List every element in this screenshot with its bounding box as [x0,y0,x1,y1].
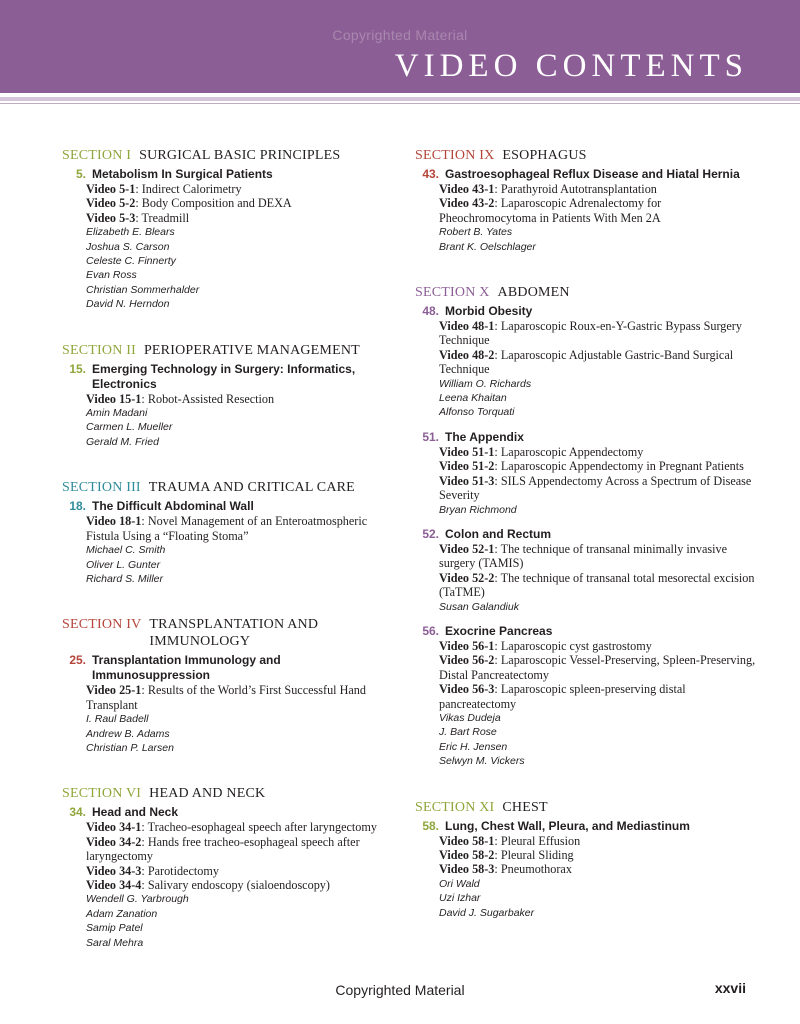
chapter-body [439,182,760,254]
chapter-entry [415,624,760,769]
video-title: Parathyroid Autotransplantation [500,182,657,196]
chapter-heading [415,819,760,834]
chapter-number: 52. [422,526,439,541]
chapter-heading [415,167,760,182]
chapter-body [439,834,760,920]
chapter-gap [415,614,760,621]
video-entry: Video 5-1: Indirect Calorimetry [86,182,242,196]
video-label: Video 58-2 [439,848,495,862]
section-gap [62,449,397,479]
chapter-number: 34. [69,805,86,820]
video-label: Video 56-3 [439,682,495,697]
section-gap [415,254,760,284]
toc-section [62,147,397,312]
video-label: Video 43-2 [439,196,495,211]
video-title: Laparoscopic Appendectomy [500,444,644,459]
video-label: Video 34-3 [86,863,142,878]
author-name: Eric H. Jensen [439,740,508,753]
author-name: Amin Madani [86,407,148,420]
chapter-body [439,639,760,769]
video-label: Video 51-3 [439,473,495,488]
video-title: Parotidectomy [147,863,219,878]
chapter-heading [415,304,760,319]
chapter-body [86,182,397,312]
toc-section [415,284,760,769]
author-name: Leena Khaitan [439,392,507,405]
author-name: David N. Herndon [86,298,170,311]
video-entry: Video 52-2: The technique of transanal total mesorectal excision (TaTME) [439,570,755,600]
chapter-entry [62,362,397,450]
toc-section [62,479,397,586]
author-name: Saral Mehra [86,936,144,949]
video-label: Video 58-3 [439,862,495,877]
chapter-heading [62,362,397,392]
section-name: SURGICAL BASIC PRINCIPLES [139,148,341,163]
video-title: Laparoscopic Roux-en-Y-Gastric Bypass Surgery Technique [439,319,742,348]
video-title: Laparoscopic cyst gastrostomy [500,638,652,653]
section-gap [415,769,760,799]
section-name: PERIOPERATIVE MANAGEMENT [143,342,360,358]
chapter-number: 15. [69,361,86,376]
video-entry: Video 51-3: SILS Appendectomy Across a Spectrum of Disease Severity [439,473,752,503]
video-title: Results of the World’s First Successful Hand Transplant [86,683,366,712]
video-title: Pneumothorax [500,862,572,877]
video-label: Video 52-1 [439,541,495,556]
chapter-title: The Difficult Abdominal Wall [92,499,254,514]
video-title: Laparoscopic Adrenalectomy for Pheochromocytoma in Patients With Men 2A [439,196,662,225]
chapter-heading [415,527,760,542]
section-number: SECTION VI [62,786,142,802]
video-entry: Video 58-2: Pleural Sliding [439,848,574,862]
header-rule-thin [0,103,800,104]
author-name: Evan Ross [86,269,137,282]
author-name: I. Raul Badell [86,713,149,726]
chapter-entry [415,167,760,254]
header-banner [0,0,800,93]
video-title: Laparoscopic Vessel-Preserving, Spleen-Preserving, Distal Pancreatectomy [439,653,756,682]
video-title: Indirect Calorimetry [141,182,242,196]
video-title: Salivary endoscopy (sialoendoscopy) [147,877,330,892]
toc-section [415,799,760,920]
author-name: Samip Patel [86,922,143,935]
video-label: Video 48-1 [439,319,495,334]
video-title: The technique of transanal minimally invasive surgery (TAMIS) [439,541,728,571]
author-name: Richard S. Miller [86,572,164,585]
author-name: Bryan Richmond [439,503,517,516]
section-name: TRANSPLANTATION AND IMMUNOLOGY [149,617,319,650]
video-entry: Video 34-4: Salivary endoscopy (sialoendoscopy) [86,877,330,892]
section-heading [415,147,760,164]
chapter-entry [62,499,397,586]
chapter-title: Gastroesophageal Reflux Disease and Hiatal Hernia [445,167,740,181]
video-entry: Video 5-3: Treadmill [86,210,190,225]
video-title: Pleural Sliding [500,848,574,862]
chapter-title: Lung, Chest Wall, Pleura, and Mediastinum [445,818,690,833]
chapter-heading [62,167,397,182]
chapter-entry [415,304,760,420]
section-number: SECTION II [62,342,136,358]
chapter-entry [62,167,397,312]
author-name: David J. Sugarbaker [439,906,535,919]
section-gap [62,312,397,342]
video-label: Video 18-1 [86,514,142,529]
chapter-number: 48. [422,304,439,319]
section-gap [62,755,397,785]
chapter-title: Emerging Technology in Surgery: Informatics, Electronics [92,361,356,391]
video-title: The technique of transanal total mesorectal excision (TaTME) [439,570,755,600]
author-name: Ori Wald [439,877,480,890]
author-name: Robert B. Yates [439,226,513,239]
video-label: Video 52-2 [439,570,495,585]
chapter-title: Head and Neck [92,805,179,820]
video-entry: Video 34-3: Parotidectomy [86,863,219,878]
copyright-watermark-top: Copyrighted Material [332,27,468,43]
author-name: Elizabeth E. Blears [86,226,175,239]
video-title: Laparoscopic Adjustable Gastric-Band Surgical Technique [439,347,734,377]
video-title: Laparoscopic spleen-preserving distal pancreatectomy [439,682,686,711]
author-name: Selwyn M. Vickers [439,755,525,768]
video-label: Video 5-1 [86,182,136,196]
section-name: ABDOMEN [497,285,570,301]
author-name: Alfonso Torquati [439,406,515,419]
video-label: Video 34-2 [86,834,142,849]
video-entry: Video 51-1: Laparoscopic Appendectomy [439,444,644,459]
section-number: SECTION III [62,480,141,496]
chapter-number: 51. [422,429,439,444]
author-name: Andrew B. Adams [86,727,170,740]
chapter-number: 18. [69,499,86,514]
toc-section [62,785,397,950]
author-name: Vikas Dudeja [439,711,501,724]
video-entry: Video 51-2: Laparoscopic Appendectomy in Pregnant Patients [439,459,744,474]
chapter-title: The Appendix [445,429,524,444]
chapter-body [86,820,397,950]
video-entry: Video 25-1: Results of the World’s First Successful Hand Transplant [86,683,366,712]
chapter-number: 25. [69,653,86,668]
section-number: SECTION IX [415,148,495,163]
video-title: SILS Appendectomy Across a Spectrum of Disease Severity [439,473,752,503]
author-name: Wendell G. Yarbrough [86,893,189,906]
author-name: Carmen L. Mueller [86,421,173,434]
author-name: Uzi Izhar [439,892,481,905]
chapter-title: Morbid Obesity [445,304,533,319]
chapter-entry [415,819,760,920]
author-name: Susan Galandiuk [439,600,519,613]
author-name: Oliver L. Gunter [86,558,161,571]
section-number: SECTION XI [415,799,495,815]
chapter-number: 58. [422,818,439,833]
author-name: William O. Richards [439,377,532,390]
chapter-title: Colon and Rectum [445,526,552,541]
chapter-number: 56. [422,623,439,638]
chapter-title: Transplantation Immunology and Immunosuppression [92,653,281,683]
video-label: Video 51-2 [439,459,495,474]
video-entry: Video 58-3: Pneumothorax [439,862,572,877]
author-name: Adam Zanation [86,907,158,920]
chapter-number: 43. [422,167,439,181]
chapter-number: 5. [75,167,86,181]
author-name: Christian Sommerhalder [86,283,200,296]
video-entry: Video 56-1: Laparoscopic cyst gastrostomy [439,638,652,653]
chapter-body [86,514,397,586]
chapter-title: Metabolism In Surgical Patients [92,167,273,181]
chapter-gap [415,420,760,427]
video-entry: Video 52-1: The technique of transanal minimally invasive surgery (TAMIS) [439,541,728,571]
video-label: Video 34-4 [86,877,142,892]
video-title: Tracheo-esophageal speech after laryngectomy [147,820,377,835]
chapter-title: Exocrine Pancreas [445,623,553,638]
section-number: SECTION IV [62,617,142,633]
video-entry: Video 5-2: Body Composition and DEXA [86,196,292,211]
video-title: Hands free tracheo-esophageal speech after laryngectomy [86,834,360,864]
section-heading [62,785,397,802]
author-name: J. Bart Rose [439,726,497,739]
page-title: VIDEO CONTENTS [394,48,748,84]
chapter-body [86,392,397,450]
left-column [62,147,397,950]
video-label: Video 34-1 [86,820,142,835]
video-entry: Video 48-2: Laparoscopic Adjustable Gastric-Band Surgical Technique [439,347,734,377]
chapter-heading [62,499,397,514]
video-title: Pleural Effusion [500,833,581,848]
author-name: Gerald M. Fried [86,435,159,448]
video-title: Treadmill [141,210,190,225]
video-entry: Video 56-2: Laparoscopic Vessel-Preserving, Spleen-Preserving, Distal Pancreatectomy [439,653,756,682]
section-number: SECTION X [415,285,490,301]
video-entry: Video 43-1: Parathyroid Autotransplantation [439,182,657,196]
video-entry: Video 34-2: Hands free tracheo-esophageal speech after laryngectomy [86,834,360,864]
chapter-heading [62,805,397,820]
section-name: CHEST [502,799,548,815]
video-label: Video 5-2 [86,196,136,211]
video-label: Video 48-2 [439,347,495,362]
chapter-entry [62,653,397,755]
video-entry: Video 48-1: Laparoscopic Roux-en-Y-Gastric Bypass Surgery Technique [439,319,742,348]
video-entry: Video 34-1: Tracheo-esophageal speech after laryngectomy [86,820,377,835]
author-name: Michael C. Smith [86,544,166,557]
chapter-body [439,542,760,614]
page-number: xxvii [714,980,746,996]
chapter-gap [415,517,760,524]
section-name: HEAD AND NECK [149,786,266,802]
video-label: Video 58-1 [439,833,495,848]
section-heading [62,342,397,359]
video-title: Robot-Assisted Resection [147,391,275,406]
video-label: Video 15-1 [86,391,142,406]
section-heading [415,284,760,301]
video-title: Body Composition and DEXA [141,196,292,211]
toc-section [62,342,397,450]
section-gap [62,586,397,616]
video-entry: Video 15-1: Robot-Assisted Resection [86,391,275,406]
copyright-watermark-bottom: Copyrighted Material [335,982,465,998]
chapter-heading [415,430,760,445]
header-rule [0,97,800,101]
video-title: Novel Management of an Enteroatmospheric Fistula Using a “Floating Stoma” [86,514,368,543]
author-name: Christian P. Larsen [86,741,174,754]
video-entry: Video 56-3: Laparoscopic spleen-preserving distal pancreatectomy [439,682,686,711]
video-entry: Video 58-1: Pleural Effusion [439,833,581,848]
toc-section [62,616,397,755]
video-label: Video 25-1 [86,683,142,698]
video-label: Video 56-2 [439,653,495,668]
section-name: TRAUMA AND CRITICAL CARE [148,480,355,496]
video-label: Video 51-1 [439,444,495,459]
author-name: Joshua S. Carson [86,240,170,253]
author-name: Brant K. Oelschlager [439,240,536,253]
section-name: ESOPHAGUS [502,148,587,163]
video-label: Video 56-1 [439,638,495,653]
section-heading [62,616,397,650]
video-label: Video 43-1 [439,182,495,196]
section-heading [62,147,397,164]
toc-section [415,147,760,254]
chapter-heading [415,624,760,639]
section-heading [62,479,397,496]
section-heading [415,799,760,816]
chapter-entry [62,805,397,950]
video-entry: Video 18-1: Novel Management of an Enteroatmospheric Fistula Using a “Floating Stoma” [86,514,368,543]
chapter-entry [415,527,760,614]
video-title: Laparoscopic Appendectomy in Pregnant Patients [500,459,744,474]
chapter-body [439,319,760,420]
chapter-entry [415,430,760,517]
chapter-heading [62,653,397,683]
chapter-body [439,445,760,517]
section-number: SECTION I [62,148,132,163]
chapter-body [86,683,397,755]
video-entry: Video 43-2: Laparoscopic Adrenalectomy for Pheochromocytoma in Patients With Men 2A [439,196,662,225]
video-label: Video 5-3 [86,210,136,225]
right-column [415,147,760,920]
author-name: Celeste C. Finnerty [86,255,176,268]
